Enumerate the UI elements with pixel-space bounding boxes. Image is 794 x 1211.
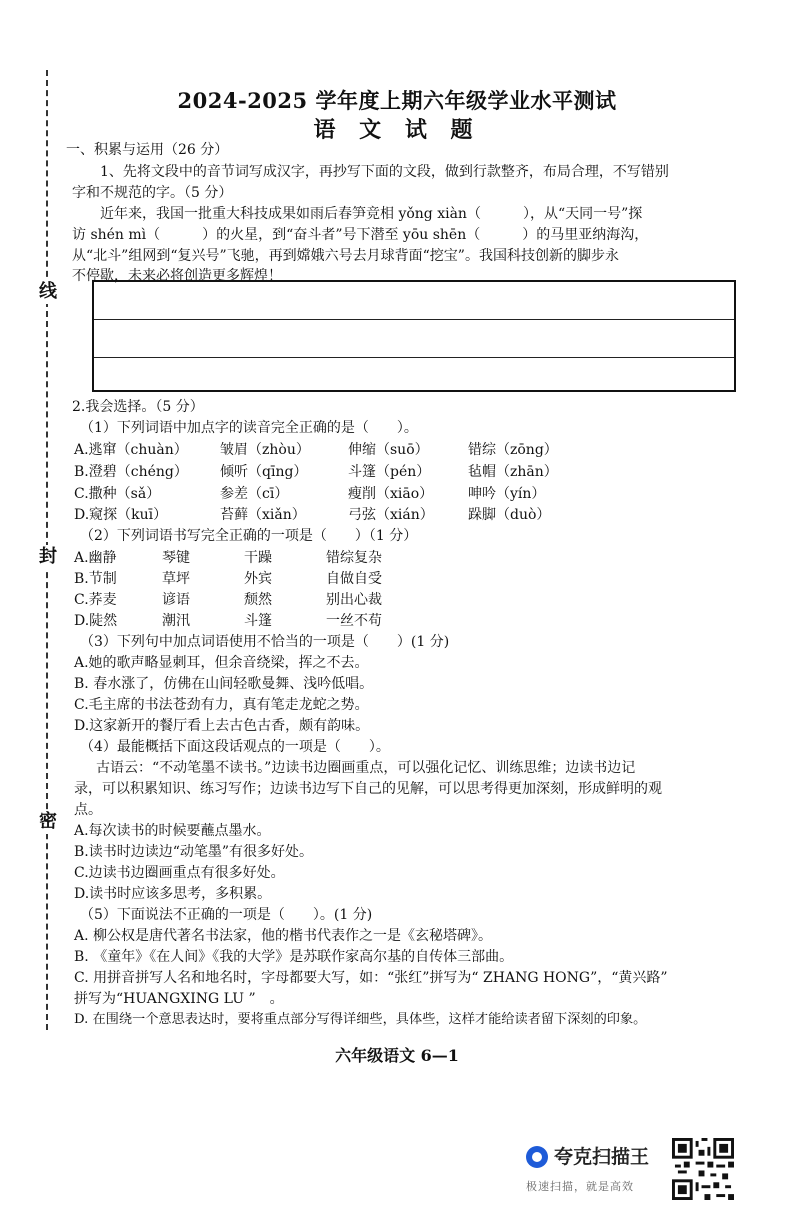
option-cell: 谚语 [162, 592, 190, 608]
option-cell: 琴键 [162, 550, 190, 566]
q2-3-option-c: C.毛主席的书法苍劲有力，真有笔走龙蛇之势。 [74, 697, 369, 713]
q2-3-stem: （3）下列句中加点词语使用不恰当的一项是（ ）(1 分) [80, 634, 450, 650]
option-cell: 伸缩（suō） [348, 442, 429, 458]
q2-3-option-d: D.这家新开的餐厅看上去古色古香，颇有韵味。 [74, 718, 370, 734]
option-cell: D.陡然 [74, 613, 118, 629]
writing-row[interactable] [94, 358, 734, 395]
q2-5-option-a: A. 柳公权是唐代著名书法家，他的楷书代表作之一是《玄秘塔碑》。 [74, 928, 493, 944]
option-cell: C.荞麦 [74, 592, 117, 608]
option-cell: 潮汛 [162, 613, 190, 629]
q1-passage-line4: 不停歇，未来必将创造更多辉煌！ [72, 268, 282, 284]
option-cell: B.澄碧（chéng） [74, 464, 188, 480]
binding-mark-feng: 封 [36, 545, 60, 569]
option-cell: 苔藓（xiǎn） [220, 507, 306, 523]
option-cell: 外宾 [244, 571, 272, 587]
q2-heading: 2.我会选择。（5 分） [72, 399, 204, 415]
option-cell: 自做自受 [326, 571, 382, 587]
q2-4-passage-line1: 古语云：“不动笔墨不读书。”边读书边圈画重点，可以强化记忆、训练思维；边读书边记 [96, 760, 636, 776]
q2-2-stem: （2）下列词语书写完全正确的一项是（ ）（1 分） [80, 528, 418, 544]
q2-3-option-b: B. 春水涨了，仿佛在山间轻歌曼舞、浅吟低唱。 [74, 676, 374, 692]
q2-5-option-c-cont: 拼写为“HUANGXING LU ” 。 [74, 991, 284, 1007]
q2-5-option-d: D. 在围绕一个意思表达时，要将重点部分写得详细些，具体些，这样才能给读者留下深刻的印象。 [74, 1012, 647, 1027]
option-cell: 斗篷（pén） [348, 464, 431, 480]
option-cell: 别出心裁 [326, 592, 382, 608]
watermark-tagline: 极速扫描，就是高效 [526, 1180, 634, 1193]
binding-mark-xian: 线 [36, 280, 60, 304]
scanner-watermark [524, 1140, 664, 1200]
option-cell: 斗篷 [244, 613, 272, 629]
option-cell: A.逃窜（chuàn） [74, 442, 188, 458]
q2-4-passage-line3: 点。 [74, 802, 102, 818]
option-cell: 跺脚（duò） [468, 507, 551, 523]
q1-instruction-line2: 字和不规范的字。（5 分） [72, 185, 233, 201]
q2-4-option-d: D.读书时应该多思考，多积累。 [74, 886, 272, 902]
q1-passage-line2: 访 shén mì（ ）的火星，到“奋斗者”号下潜至 yōu shēn（ ）的马里亚纳海沟， [72, 227, 649, 243]
option-cell: 错综复杂 [326, 550, 382, 566]
copy-writing-box[interactable] [92, 280, 736, 392]
quark-logo-icon [526, 1146, 548, 1168]
q2-4-passage-line2: 录，可以积累知识、练习写作；边读书边写下自己的见解，可以思考得更加深刻，形成鲜明的观 [74, 781, 662, 797]
q1-passage-line1: 近年来，我国一批重大科技成果如雨后春笋竞相 yǒng xiàn（ ），从“天同一号”探 [100, 206, 643, 222]
q2-4-option-c: C.边读书边圈画重点有很多好处。 [74, 865, 285, 881]
option-cell: 毡帽（zhān） [468, 464, 558, 480]
q2-5-stem: （5）下面说法不正确的一项是（ ）。(1 分) [80, 907, 373, 923]
option-cell: A.幽静 [74, 550, 117, 566]
exam-subtitle: 语 文 试 题 [313, 117, 481, 143]
writing-row[interactable] [94, 282, 734, 320]
q2-1-stem: （1）下列词语中加点字的读音完全正确的是（ ）。 [80, 420, 418, 436]
binding-mark-mi: 密 [36, 810, 60, 834]
qr-code-icon [672, 1138, 734, 1200]
watermark-name: 夸克扫描王 [554, 1146, 650, 1168]
option-cell: 错综（zōng） [468, 442, 558, 458]
q2-5-option-b: B. 《童年》《在人间》《我的大学》是苏联作家高尔基的自传体三部曲。 [74, 949, 514, 965]
q2-4-option-a: A.每次读书的时候要蘸点墨水。 [74, 823, 271, 839]
option-cell: 草坪 [162, 571, 190, 587]
option-cell: 皱眉（zhòu） [220, 442, 310, 458]
option-cell: 参差（cī） [220, 486, 289, 502]
q2-4-option-b: B.读书时边读边“动笔墨”有很多好处。 [74, 844, 314, 860]
option-cell: 呻吟（yín） [468, 486, 546, 502]
option-cell: 弓弦（xián） [348, 507, 434, 523]
option-cell: 干躁 [244, 550, 272, 566]
option-cell: C.撒种（sǎ） [74, 486, 161, 502]
section-heading: 一、积累与运用（26 分） [66, 142, 229, 158]
q2-5-option-c: C. 用拼音拼写人名和地名时，字母都要大写，如：“张红”拼写为“ ZHANG HONG”，“黄兴路” [74, 970, 668, 986]
exam-title: 2024-2025 学年度上期六年级学业水平测试 [177, 88, 617, 113]
writing-row[interactable] [94, 320, 734, 358]
option-cell: 倾听（qīng） [220, 464, 308, 480]
option-cell: 颓然 [244, 592, 272, 608]
q1-instruction-line1: 1、先将文段中的音节词写成汉字，再抄写下面的文段，做到行款整齐，布局合理，不写错别 [100, 164, 669, 180]
q2-3-option-a: A.她的歌声略显刺耳，但余音绕梁，挥之不去。 [74, 655, 369, 671]
page-footer: 六年级语文 6—1 [335, 1046, 459, 1065]
option-cell: D.窥探（kuī） [74, 507, 168, 523]
option-cell: 瘦削（xiāo） [348, 486, 434, 502]
q1-passage-line3: 从“北斗”组网到“复兴号”飞驰，再到嫦娥六号去月球背面“挖宝”。我国科技创新的脚步永 [72, 248, 619, 264]
option-cell: B.节制 [74, 571, 117, 587]
option-cell: 一丝不苟 [326, 613, 382, 629]
q2-4-stem: （4）最能概括下面这段话观点的一项是（ ）。 [80, 739, 390, 755]
